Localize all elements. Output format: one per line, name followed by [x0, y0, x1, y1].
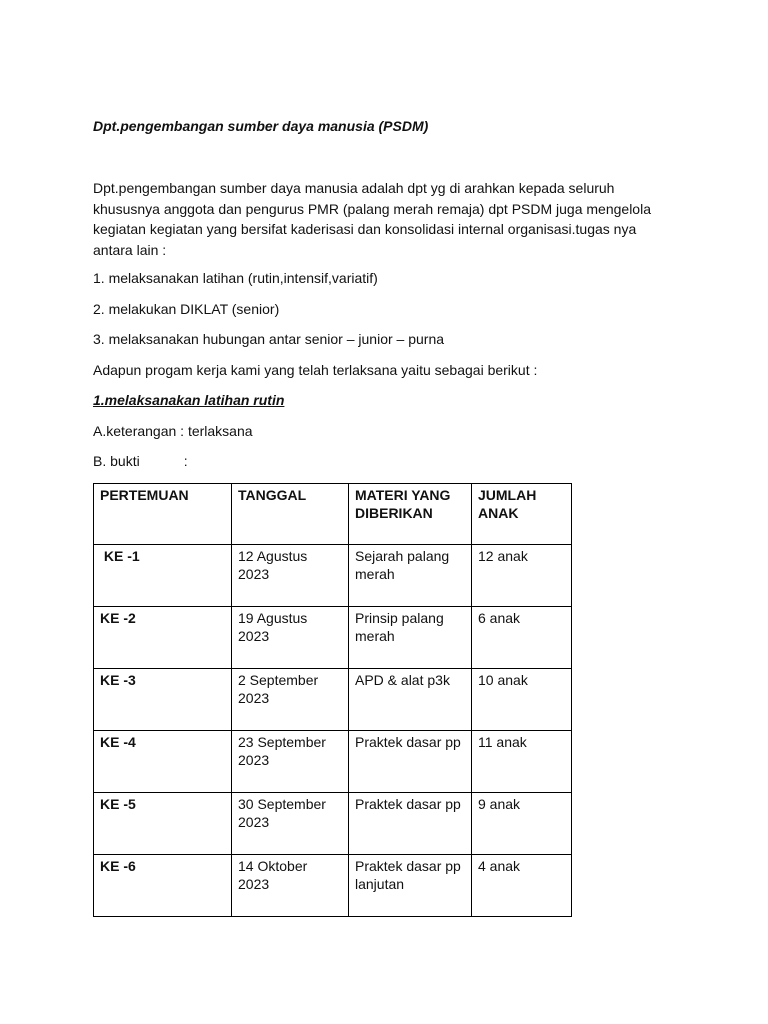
table-row	[94, 545, 572, 607]
cell-tanggal: 2 September 2023	[232, 669, 349, 731]
keterangan-line: A.keterangan : terlaksana	[93, 423, 253, 439]
cell-jumlah: 10 anak	[472, 669, 572, 731]
training-table	[93, 483, 572, 917]
cell-tanggal: 19 Agustus 2023	[232, 607, 349, 669]
cell-jumlah: 6 anak	[472, 607, 572, 669]
cell-materi: Praktek dasar pp	[349, 731, 472, 793]
cell-pertemuan: KE -5	[94, 793, 232, 855]
cell-tanggal: 14 Oktober 2023	[232, 855, 349, 917]
bukti-line	[93, 453, 188, 469]
header-jumlah: JUMLAH ANAK	[472, 484, 572, 545]
table-header-row	[94, 484, 572, 545]
task-item-2: 2. melakukan DIKLAT (senior)	[93, 301, 280, 317]
task-item-3: 3. melaksanakan hubungan antar senior – junior – purna	[93, 331, 445, 347]
cell-materi: Praktek dasar pp	[349, 793, 472, 855]
cell-materi: APD & alat p3k	[349, 669, 472, 731]
table-row	[94, 607, 572, 669]
bukti-colon: :	[183, 453, 188, 469]
intro-paragraph: Dpt.pengembangan sumber daya manusia adalah dpt yg di arahkan kepada seluruh khususnya anggota dan pengurus PMR (palang merah remaja) dpt PSDM juga mengelola kegiatan kegiatan yang bersifat kaderisasi dan konsolidasi internal organisasi.tugas nya antara lain :	[93, 180, 651, 258]
cell-jumlah: 4 anak	[472, 855, 572, 917]
document-title: Dpt.pengembangan sumber daya manusia (PSDM)	[93, 118, 429, 134]
cell-pertemuan: KE -3	[94, 669, 232, 731]
table-row	[94, 731, 572, 793]
header-tanggal: TANGGAL	[232, 484, 349, 545]
section-title: 1.melaksanakan latihan rutin	[93, 392, 285, 408]
cell-materi: Prinsip palang merah	[349, 607, 472, 669]
table-row	[94, 669, 572, 731]
header-pertemuan: PERTEMUAN	[94, 484, 232, 545]
table-row	[94, 793, 572, 855]
cell-materi: Praktek dasar pp lanjutan	[349, 855, 472, 917]
table-row	[94, 855, 572, 917]
cell-jumlah: 12 anak	[472, 545, 572, 607]
header-materi: MATERI YANG DIBERIKAN	[349, 484, 472, 545]
cell-materi: Sejarah palang merah	[349, 545, 472, 607]
task-item-1: 1. melaksanakan latihan (rutin,intensif,variatif)	[93, 270, 378, 286]
cell-tanggal: 12 Agustus 2023	[232, 545, 349, 607]
cell-jumlah: 11 anak	[472, 731, 572, 793]
program-intro: Adapun progam kerja kami yang telah terlaksana yaitu sebagai berikut :	[93, 362, 538, 378]
cell-pertemuan: KE -4	[94, 731, 232, 793]
cell-tanggal: 23 September 2023	[232, 731, 349, 793]
cell-pertemuan: KE -1	[94, 545, 232, 607]
cell-jumlah: 9 anak	[472, 793, 572, 855]
cell-tanggal: 30 September 2023	[232, 793, 349, 855]
cell-pertemuan: KE -6	[94, 855, 232, 917]
bukti-label: B. bukti	[93, 453, 140, 469]
cell-pertemuan: KE -2	[94, 607, 232, 669]
